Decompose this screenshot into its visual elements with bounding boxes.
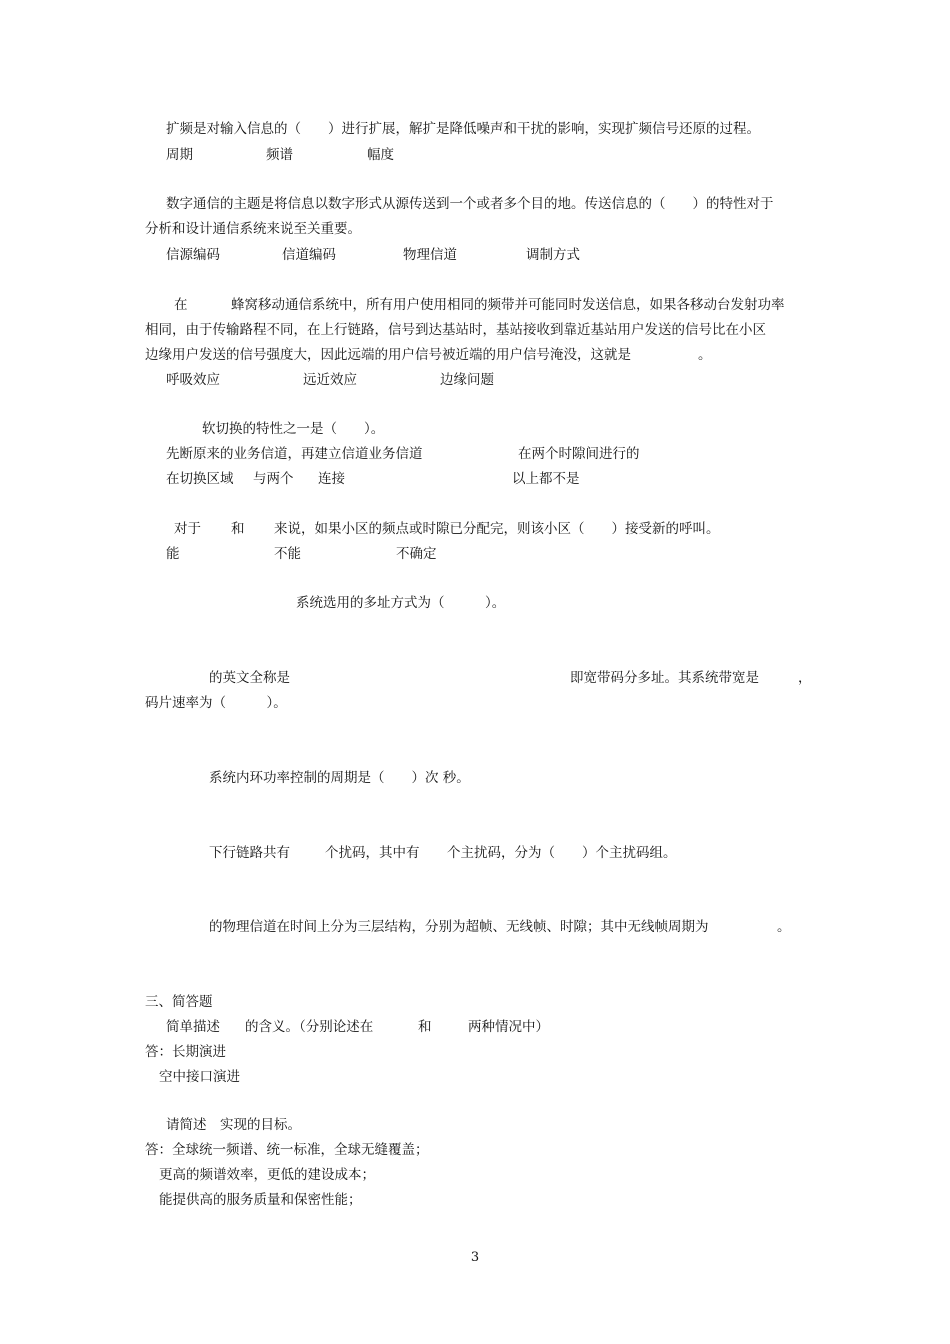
q5-part3: 来说，如果小区的频点或时隙已分配完，则该小区（ ）接受新的呼叫。: [274, 521, 720, 537]
q5-option-b: 不能: [274, 546, 301, 562]
q2-option-a: 信源编码: [166, 247, 220, 263]
q2-line2: 分析和设计通信系统来说至关重要。: [145, 221, 361, 237]
q2-option-b: 信道编码: [282, 247, 336, 263]
q1-option-a: 周期: [166, 147, 193, 163]
q7-part3: ，: [798, 670, 812, 686]
q3-option-c: 边缘问题: [440, 372, 494, 388]
q4-option-d: 以上都不是: [512, 471, 580, 487]
q8-text: 系统内环功率控制的周期是（ ）次 秒。: [209, 770, 470, 786]
q3-line2: 相同，由于传输路程不同，在上行链路，信号到达基站时，基站接收到靠近基站用户发送的信号比在小区: [145, 322, 766, 338]
q4-option-b: 在两个时隙间进行的: [518, 446, 640, 462]
q9-part1: 下行链路共有: [209, 845, 290, 861]
s2-answer3: 能提供高的服务质量和保密性能；: [159, 1192, 362, 1208]
q3-line3-end: 。: [698, 347, 712, 363]
s1-answer1: 答：长期演进: [145, 1044, 226, 1060]
q5-option-c: 不确定: [396, 546, 437, 562]
s2-question: 请简述 实现的目标。: [166, 1117, 301, 1133]
q3-line3: 边缘用户发送的信号强度大，因此远端的用户信号被近端的用户信号淹没，这就是: [145, 347, 631, 363]
q4-option-c1: 在切换区域: [166, 471, 234, 487]
section3-heading: 三、简答题: [145, 994, 213, 1010]
s2-answer1: 答：全球统一频谱、统一标准，全球无缝覆盖；: [145, 1142, 429, 1158]
q10-part1: 的物理信道在时间上分为三层结构，分别为超帧、无线帧、时隙；其中无线帧周期为: [209, 919, 709, 935]
s1-part3: 和: [418, 1019, 432, 1035]
q3-option-b: 远近效应: [303, 372, 357, 388]
q6-text: 系统选用的多址方式为（ ）。: [296, 595, 506, 611]
q3-prefix: 在: [174, 297, 188, 313]
q4-option-a: 先断原来的业务信道，再建立信道业务信道: [166, 446, 423, 462]
q2-line1: 数字通信的主题是将信息以数字形式从源传送到一个或者多个目的地。传送信息的（ ）的特性对于: [166, 196, 774, 212]
q1-text: 扩频是对输入信息的（ ）进行扩展，解扩是降低噪声和干扰的影响，实现扩频信号还原的过程。: [166, 121, 760, 137]
page-number: 3: [470, 1250, 480, 1265]
q3-option-a: 呼吸效应: [166, 372, 220, 388]
s1-part2: 的含义。（分别论述在: [245, 1019, 374, 1035]
q3-line1: 蜂窝移动通信系统中，所有用户使用相同的频带并可能同时发送信息，如果各移动台发射功率: [231, 297, 785, 313]
s1-answer2: 空中接口演进: [159, 1069, 240, 1085]
q7-part2: 即宽带码分多址。其系统带宽是: [570, 670, 759, 686]
s1-part1: 简单描述: [166, 1019, 220, 1035]
q7-line2: 码片速率为（ ）。: [145, 695, 287, 711]
q4-option-c2: 与两个: [253, 471, 294, 487]
q7-part1: 的英文全称是: [209, 670, 290, 686]
q1-option-b: 频谱: [266, 147, 293, 163]
q9-part2: 个扰码，其中有: [325, 845, 420, 861]
q5-part2: 和: [231, 521, 245, 537]
s2-answer2: 更高的频谱效率，更低的建设成本；: [159, 1167, 375, 1183]
q1-option-c: 幅度: [367, 147, 394, 163]
q5-part1: 对于: [174, 521, 201, 537]
q4-text: 软切换的特性之一是（ ）。: [202, 421, 385, 437]
s1-part4: 两种情况中）: [468, 1019, 549, 1035]
q2-option-c: 物理信道: [403, 247, 457, 263]
q9-part3: 个主扰码，分为（ ）个主扰码组。: [447, 845, 677, 861]
q10-part2: 。: [777, 919, 791, 935]
q5-option-a: 能: [166, 546, 180, 562]
q4-option-c3: 连接: [318, 471, 345, 487]
q2-option-d: 调制方式: [526, 247, 580, 263]
